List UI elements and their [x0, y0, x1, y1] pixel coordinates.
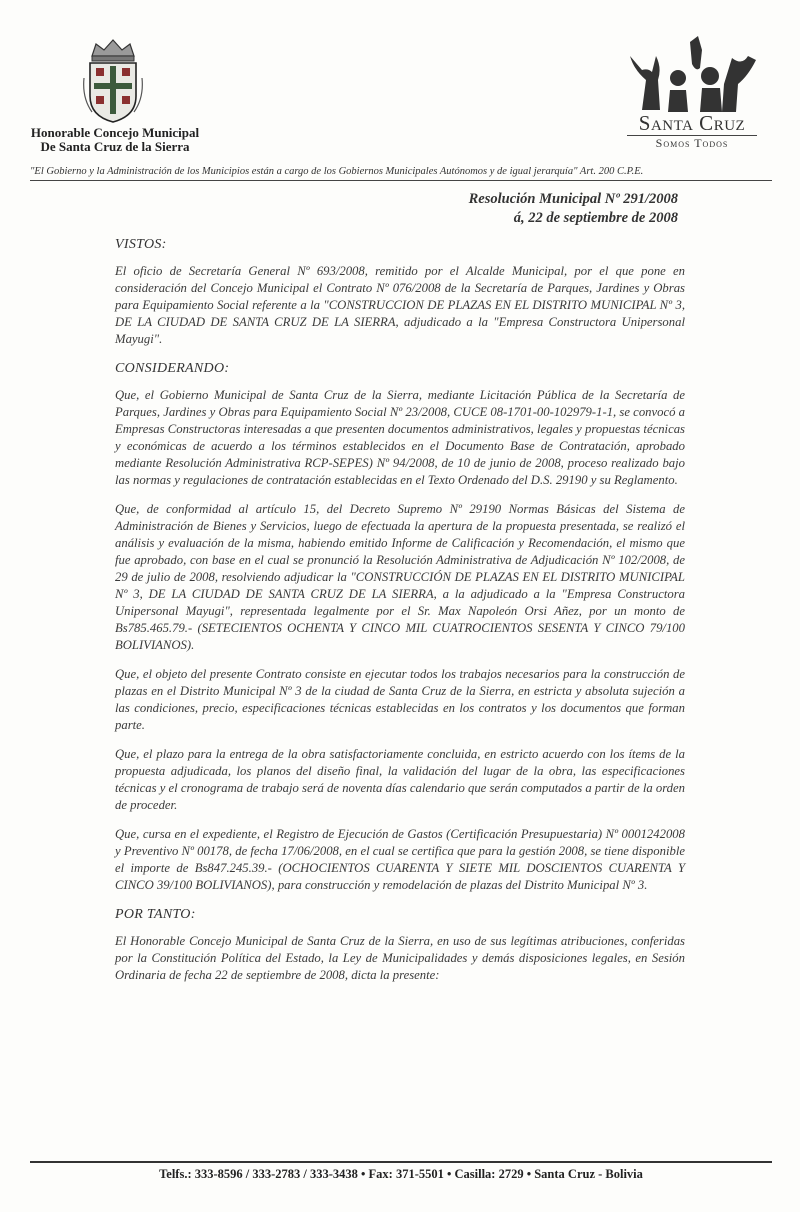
council-name	[20, 126, 210, 154]
constitution-quote: "El Gobierno y la Administración de los Municipios están a cargo de los Gobiernos Municipales Autónomos y de igual jerarquía" Art. 200 C.P.E.	[30, 166, 644, 177]
resolution-number: Resolución Municipal Nº 291/2008	[468, 191, 678, 207]
logo-subtitle: Somos Todos	[655, 136, 729, 150]
resolution-header	[469, 190, 678, 228]
considerando-paragraph: Que, cursa en el expediente, el Registro de Ejecución de Gastos (Certificación Presupuestaria) Nº 0001242008 y Preventivo Nº 00178, de fecha 17/06/2008, en el cual se certifica que para la gestión 2008, se tiene disponible el importe de Bs847.245.39.- (OCHOCIENTOS CUARENTA Y SIETE MIL DOSCIENTOS CUARENTA Y CINCO 39/100 BOLIVIANOS), para construcción y remodelación de plazas del Distrito Municipal Nº 3.	[115, 827, 685, 892]
considerando-paragraph: Que, el Gobierno Municipal de Santa Cruz de la Sierra, mediante Licitación Pública de la Secretaría de Parques, Jardines y Obras para Equipamiento Social Nº 23/2008, CUCE 08-1701-00-102979-1-1, se convocó a Empresas Constructoras interesadas a que presenten documentos administrativos, legales y propuestas técnicas y económicas de acuerdo a los términos establecidos en el Documento Base de Contratación, aprobado mediante Resolución Administrativa RCP-SEPES) Nº 94/2008, de 10 de junio de 2008, proceso realizado bajo las normas y regulaciones de contratación establecidas en el Texto Ordenado del D.S. 29190 y su Reglamento.	[115, 388, 685, 487]
header-divider	[30, 180, 772, 181]
footer-contact: Telfs.: 333-8596 / 333-2783 / 333-3438 • Fax: 371-5501 • Casilla: 2729 • Santa Cruz - Bolivia	[159, 1167, 643, 1181]
coat-of-arms-crest	[82, 38, 144, 124]
document-body	[115, 236, 685, 996]
footer-divider	[30, 1161, 772, 1163]
considerando-paragraph: Que, el objeto del presente Contrato consiste en ejecutar todos los trabajos necesarios para la construcción de plazas en el Distrito Municipal Nº 3 de la ciudad de Santa Cruz de la Sierra, en estricta y absoluta sujeción a las condiciones, precio, especificaciones técnicas establecidas en los contratos y los documentos que forman parte.	[115, 667, 685, 732]
considerando-paragraph: Que, de conformidad al artículo 15, del Decreto Supremo Nº 29190 Normas Básicas del Sistema de Administración de Bienes y Servicios, luego de efectuada la apertura de la propuesta presentada, se realizó el análisis y evaluación de la misma, habiendo emitido Informe de Calificación y Recomendación, el mismo que fue aprobado, con base en el cual se pronunció la Resolución Administrativa de Adjudicación Nº 102/2008, de 29 de julio de 2008, resolviendo adjudicar la "CONSTRUCCIÓN DE PLAZAS EN EL DISTRITO MUNICIPAL Nº 3, DE LA CIUDAD DE SANTA CRUZ DE LA SIERRA, a la adjudicado a la "Empresa Constructora Unipersonal Mayugi", representada legalmente por el Sr. Max Napoleón Orsi Añez, por un monto de Bs785.465.79.- (SETECIENTOS OCHENTA Y CINCO MIL CUATROCIENTOS SESENTA Y CINCO 79/100 BOLIVIANOS).	[115, 502, 685, 652]
por-tanto-paragraph: El Honorable Concejo Municipal de Santa Cruz de la Sierra, en uso de sus legítimas atribuciones, conferidas por la Constitución Política del Estado, la Ley de Municipalidades y demás disposiciones legales, en Sesión Ordinaria de fecha 22 de septiembre de 2008, dicta la presente:	[115, 934, 685, 982]
vistos-paragraph: El oficio de Secretaría General Nº 693/2008, remitido por el Alcalde Municipal, por el que pone en consideración del Concejo Municipal el Contrato Nº 076/2008 de la Secretaría de Parques, Jardines y Obras para Equipamiento Social referente a la "CONSTRUCCION DE PLAZAS EN EL DISTRITO MUNICIPAL Nº 3, DE LA CIUDAD DE SANTA CRUZ DE LA SIERRA, adjudicado a la "Empresa Constructora Unipersonal Mayugi".	[115, 264, 685, 346]
logo-text	[612, 112, 772, 150]
por-tanto-heading: POR TANTO:	[115, 907, 196, 922]
council-name-line1: Honorable Concejo Municipal	[30, 125, 200, 140]
council-name-line2: De Santa Cruz de la Sierra	[40, 139, 190, 154]
resolution-date: á, 22 de septiembre de 2008	[513, 210, 678, 226]
considerando-paragraph: Que, el plazo para la entrega de la obra satisfactoriamente concluida, en estricto acuerdo con los ítems de la propuesta adjudicada, los planos del diseño final, la validación del lugar de la obra, las especificaciones técnicas y el cronograma de trabajo será de noventa días calendario que serán computados a partir de la orden de proceder.	[115, 747, 685, 812]
vistos-heading: VISTOS:	[115, 237, 167, 252]
considerando-heading: CONSIDERANDO:	[115, 361, 230, 376]
logo-title: Santa Cruz	[638, 111, 746, 135]
